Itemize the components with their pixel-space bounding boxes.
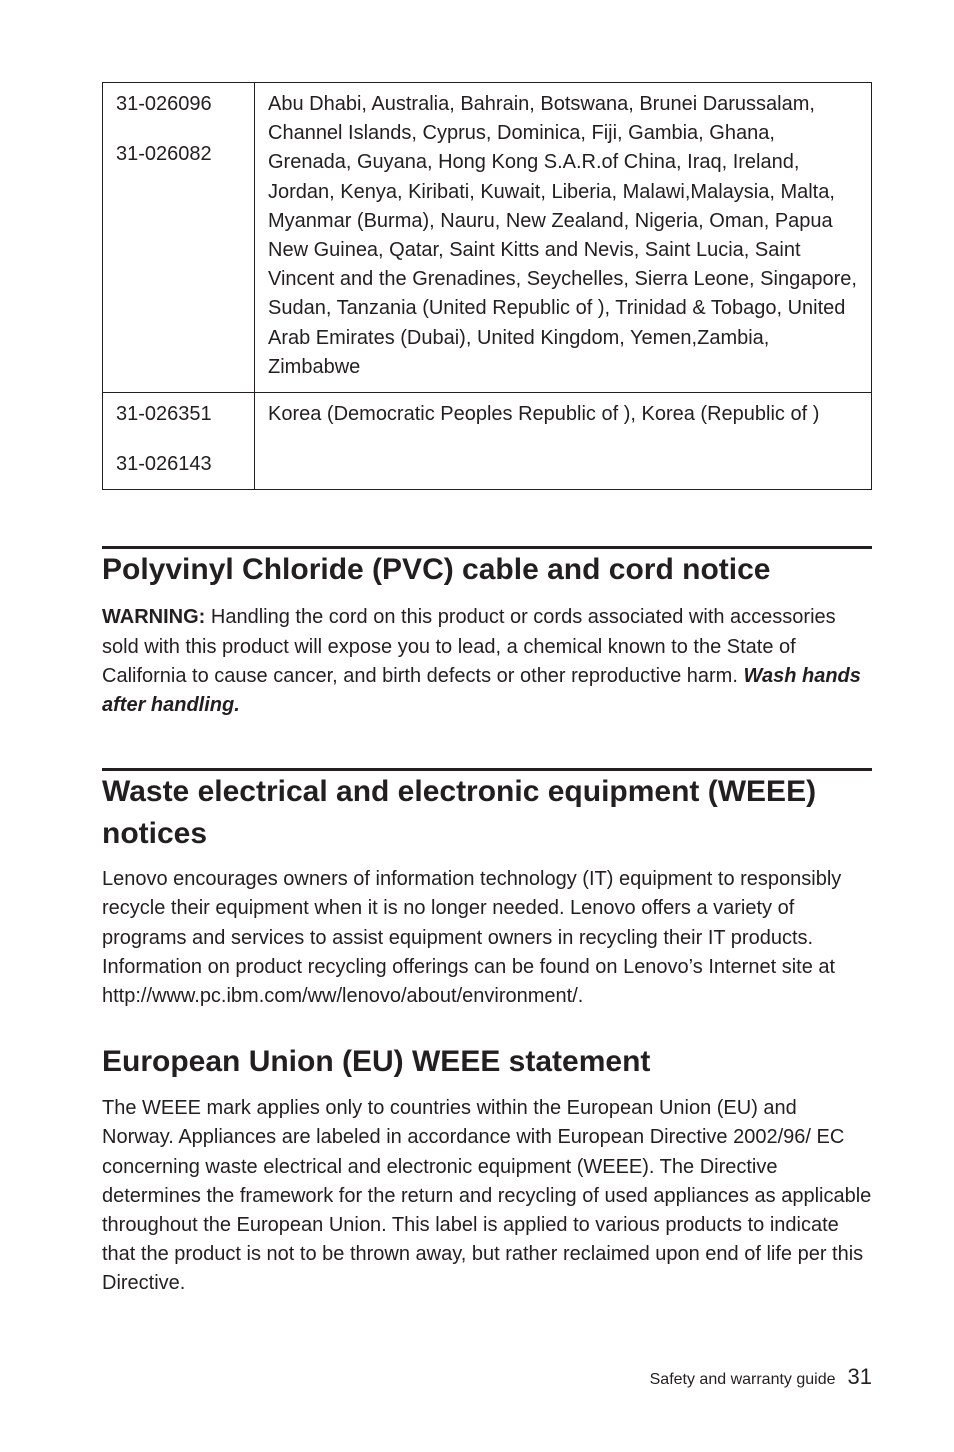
page-content [102, 82, 872, 1299]
pvc-warning [102, 603, 872, 720]
weee-body: Lenovo encourages owners of information technology (IT) equipment to responsibly recycle their equipment when it is no longer needed. Lenovo offers a variety of programs and services to assist equipment owners in recycling their IT products. Information on product recycling offerings can be found on Lenovo’s Internet site at http://www.pc.ibm.com/ww/lenovo/about/environment/. [102, 868, 842, 1008]
pvc-heading: Polyvinyl Chloride (PVC) cable and cord notice [102, 553, 771, 587]
countries-cell: Abu Dhabi, Australia, Bahrain, Botswana, Brunei Darussalam, Channel Islands, Cyprus, Dominica, Fiji, Gambia, Ghana, Grenada, Guyana, Hong Kong S.A.R.of China, Iraq, Ireland, Jordan, Kenya, Kiribati, Kuwait, Liberia, Malawi,Malaysia, Malta, Myanmar (Burma), Nauru, New Zealand, Nigeria, Oman, Papua New Guinea, Qatar, Saint Kitts and Nevis, Saint Lucia, Saint Vincent and the Grenadines, Seychelles, Sierra Leone, Singapore, Sudan, Tanzania (United Republic of ), Trinidad & Tobago, United Arab Emirates (Dubai), United Kingdom, Yemen,Zambia, Zimbabwe [255, 83, 872, 393]
table-row [103, 393, 872, 490]
country-code-table [102, 82, 872, 490]
weee-section [102, 768, 872, 1011]
eu-section [102, 1041, 872, 1298]
wash-hands-note: Wash hands after handling. [102, 664, 861, 717]
eu-heading: European Union (EU) WEEE statement [102, 1045, 651, 1079]
code-cell [103, 83, 255, 393]
countries-cell: Korea (Democratic Peoples Republic of ), Korea (Republic of ) [255, 393, 872, 490]
footer-guide-title: Safety and warranty guide [649, 1371, 836, 1388]
product-code: 31-026143 [116, 453, 212, 476]
warning-label: WARNING: [102, 606, 206, 629]
code-cell [103, 393, 255, 490]
weee-heading: Waste electrical and electronic equipment (WEEE) notices [102, 775, 817, 851]
warning-text: Handling the cord on this product or cords associated with accessories sold with this product will expose you to lead, a chemical known to the State of California to cause cancer, and birth defects or other reproductive harm. [102, 606, 836, 687]
eu-body: The WEEE mark applies only to countries within the European Union (EU) and Norway. Appliances are labeled in accordance with European Directive 2002/96/ EC concerning waste electrical and electronic equipment (WEEE). The Directive determines the framework for the return and recycling of used appliances as applicable throughout the European Union. This label is applied to various products to indicate that the product is not to be thrown away, but rather reclaimed upon end of life per this Directive. [102, 1097, 872, 1295]
product-code: 31-026082 [116, 143, 212, 166]
product-code: 31-026096 [116, 93, 212, 115]
pvc-section [102, 546, 872, 720]
page-number: 31 [847, 1364, 872, 1389]
table-row [103, 83, 872, 393]
product-code: 31-026351 [116, 403, 212, 426]
page-footer [650, 1364, 872, 1390]
